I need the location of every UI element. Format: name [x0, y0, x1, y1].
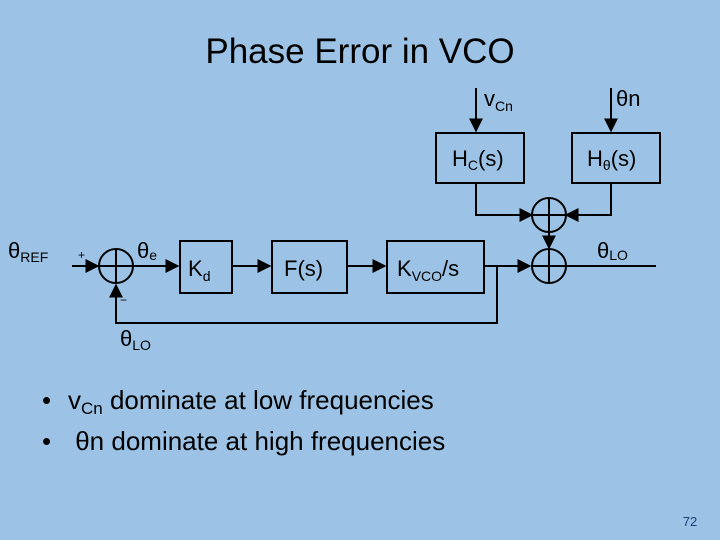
filter-block-label: F(s) [284, 256, 324, 281]
slide-title: Phase Error in VCO [205, 32, 515, 71]
upper-summing-junction [532, 198, 566, 232]
htheta-to-summer-line [566, 183, 611, 215]
lower-summing-junction [532, 249, 566, 283]
theta-n-label: θn [616, 86, 641, 111]
phase-detector-junction [99, 249, 133, 283]
vcn-label: $v_{Cn}$ [484, 86, 513, 114]
theta-lo-output-label: θLO [597, 238, 628, 263]
theta-lo-feedback-label: θLO [120, 326, 151, 353]
minus-sign: − [120, 293, 128, 307]
bullet-item: • θn dominate at high frequencies [42, 426, 446, 456]
page-number: 72 [682, 514, 698, 529]
bullet-list [42, 385, 445, 456]
hc-block-label: HC(s) [452, 146, 504, 173]
bullet-item: • vCn dominate at low frequencies [42, 385, 434, 418]
plus-sign: + [78, 248, 86, 262]
htheta-block-label: Hθ(s) [587, 146, 637, 173]
hc-to-summer-line [476, 183, 532, 215]
theta-ref-label: θREF [8, 238, 49, 265]
theta-e-label: θe [137, 238, 158, 263]
kd-block-label: $K_d$ [188, 256, 211, 284]
kvco-block-label: $K_{VCO}/s$ [397, 256, 460, 284]
